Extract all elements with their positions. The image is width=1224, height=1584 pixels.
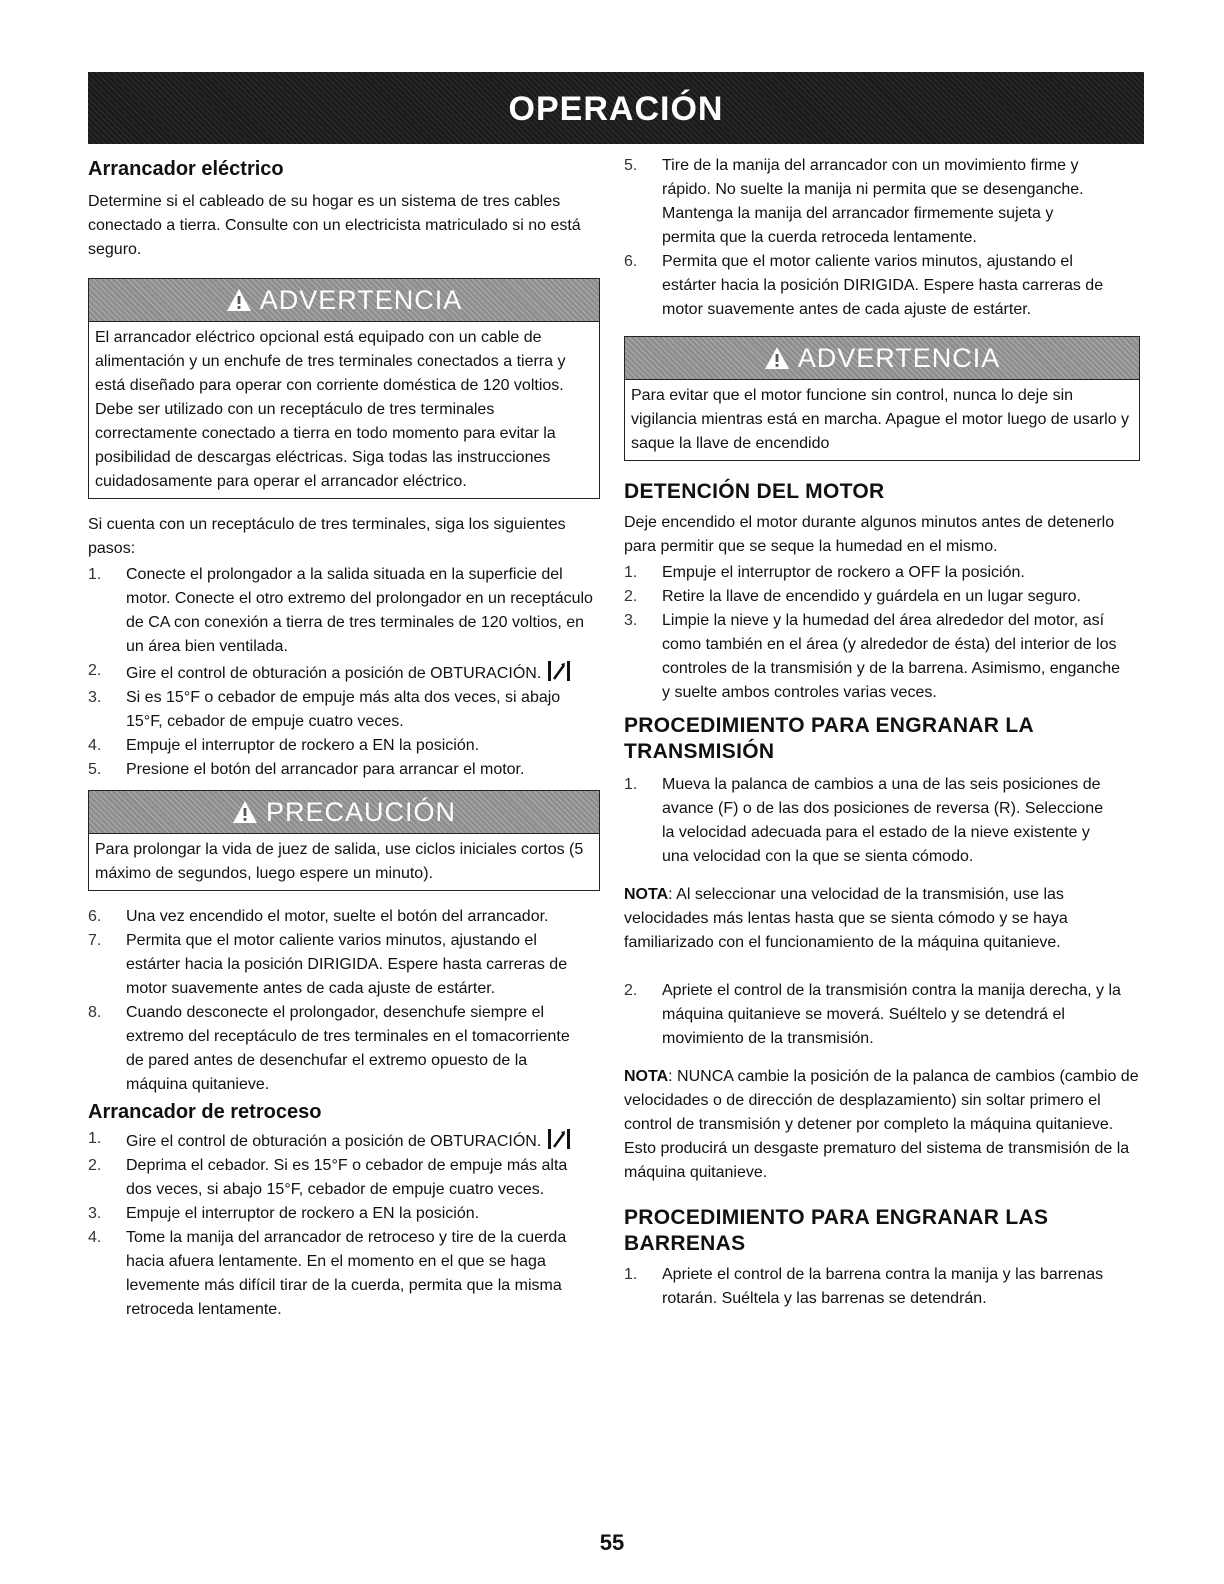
warning-box-electric bbox=[88, 278, 600, 499]
left-column bbox=[88, 154, 608, 1322]
list-item: 7. Permita que el motor caliente varios minutos, ajustando el estárter hacia la posición DIRIGIDA. Espere hasta carreras de motor suavemente antes de cada ajuste de estárter. bbox=[88, 932, 568, 997]
list-item: 2. Gire el control de obturación a posición de OBTURACIÓN. bbox=[88, 659, 598, 686]
recoil-starter-heading: Arrancador de retroceso bbox=[88, 1101, 322, 1123]
right-column bbox=[624, 154, 1146, 1311]
stop-engine-heading: DETENCIÓN DEL MOTOR bbox=[624, 480, 885, 503]
steps-intro: Si cuenta con un receptáculo de tres terminales, siga los siguientes pasos: bbox=[88, 516, 566, 557]
list-item: 2. Apriete el control de la transmisión contra la manija derecha, y la máquina quitanieve se moverá. Suéltelo y se detendrá el movimiento de la transmisión. bbox=[624, 982, 1121, 1047]
transmission-steps-continued bbox=[624, 979, 1124, 1051]
recoil-steps-list-continued bbox=[624, 154, 1104, 322]
warning-body: Para evitar que el motor funcione sin control, nunca lo deje sin vigilancia mientras está en marcha. Apague el motor luego de usarlo y saque la llave de encendido bbox=[631, 387, 1130, 452]
caution-body: Para prolongar la vida de juez de salida, use ciclos iniciales cortos (5 máximo de segundos, luego espere un minuto). bbox=[95, 841, 584, 882]
recoil-steps-list bbox=[88, 1127, 588, 1322]
list-item: 3. Empuje el interruptor de rockero a EN la posición. bbox=[88, 1205, 480, 1222]
warning-body: El arrancador eléctrico opcional está equipado con un cable de alimentación y un enchufe de tres terminales conectados a tierra y está diseñado para operar con corriente doméstica de 120 voltios. Debe ser utilizado con un receptáculo de tres terminales correctamente conectado a tierra en todo momento para evitar la posibilidad de descargas eléctricas. Siga todas las instrucciones cuidadosamente para operar el arrancador eléctrico. bbox=[95, 329, 566, 490]
list-item: 3. Limpie la nieve y la humedad del área alrededor del motor, así como también en el área (y alrededor de ésta) del interior de los controles de la transmisión y de la barrena. Asimismo, enganche y suelte ambos controles varias veces. bbox=[624, 612, 1121, 701]
electric-starter-intro: Determine si el cableado de su hogar es un sistema de tres cables conectado a tierra. Consulte con un electricista matriculado si no está seguro. bbox=[88, 193, 581, 258]
transmission-heading: PROCEDIMIENTO PARA ENGRANAR LA TRANSMISIÓN bbox=[624, 714, 1034, 763]
transmission-note-2: NOTA: NUNCA cambie la posición de la palanca de cambios (cambio de velocidades o de dirección de desplazamiento) sin soltar primero el control de transmisión y detener por completo la máquina quitanieve. Esto producirá un desgaste prematuro del sistema de transmisión de la máquina quitanieve. bbox=[624, 1068, 1139, 1181]
list-item: 4. Empuje el interruptor de rockero a EN la posición. bbox=[88, 737, 480, 754]
list-item: 3. Si es 15°F o cebador de empuje más alta dos veces, si abajo 15°F, cebador de empuje cuatro veces. bbox=[88, 689, 561, 730]
list-item: 1. Apriete el control de la barrena contra la manija y las barrenas rotarán. Suéltela y las barrenas se detendrán. bbox=[624, 1266, 1104, 1307]
stop-engine-intro: Deje encendido el motor durante algunos minutos antes de detenerlo para permitir que se seque la humedad en el mismo. bbox=[624, 514, 1115, 555]
warning-title: ADVERTENCIA bbox=[259, 284, 463, 315]
list-item: 6. Permita que el motor caliente varios minutos, ajustando el estárter hacia la posición DIRIGIDA. Espere hasta carreras de motor suavemente antes de cada ajuste de estárter. bbox=[624, 253, 1104, 318]
list-item: 1. Gire el control de obturación a posición de OBTURACIÓN. bbox=[88, 1127, 588, 1154]
list-item: 5. Tire de la manija del arrancador con un movimiento firme y rápido. No suelte la manija ni permita que se desenganche. Mantenga la manija del arrancador firmemente sujeta y permita que la cuerda retroceda lentamente. bbox=[624, 157, 1084, 246]
page-number: 55 bbox=[599, 1530, 625, 1555]
caution-header bbox=[89, 791, 599, 834]
list-item: 6. Una vez encendido el motor, suelte el botón del arrancador. bbox=[88, 908, 549, 925]
caution-box bbox=[88, 790, 600, 891]
electric-steps-list-continued bbox=[88, 905, 588, 1097]
list-item: 1. Conecte el prolongador a la salida situada en la superficie del motor. Conecte el otro extremo del prolongador en un receptáculo de CA con conexión a tierra de tres terminales de 120 voltios, en un área bien ventilada. bbox=[88, 566, 593, 655]
choke-icon bbox=[547, 659, 571, 683]
augers-heading: PROCEDIMIENTO PARA ENGRANAR LAS BARRENAS bbox=[624, 1206, 1049, 1255]
transmission-note-1: NOTA: Al seleccionar una velocidad de la transmisión, use las velocidades más lentas hasta que se sienta cómodo y se haya familiarizado con el funcionamiento de la máquina quitanieve. bbox=[624, 886, 1068, 951]
list-item: 2. Deprima el cebador. Si es 15°F o cebador de empuje más alta dos veces, si abajo 15°F, cebador de empuje cuatro veces. bbox=[88, 1157, 568, 1198]
page-title: OPERACIÓN bbox=[508, 89, 724, 128]
transmission-steps bbox=[624, 773, 1114, 869]
warning-triangle-icon bbox=[232, 800, 258, 824]
list-item: 1. Empuje el interruptor de rockero a OFF la posición. bbox=[624, 564, 1025, 581]
stop-engine-steps bbox=[624, 561, 1124, 705]
caution-title: PRECAUCIÓN bbox=[265, 796, 457, 827]
list-item: 4. Tome la manija del arrancador de retroceso y tire de la cuerda hacia afuera lentamente. En el momento en el que se haga levemente más difícil tirar de la cuerda, permita que la misma retroceda lentamente. bbox=[88, 1229, 567, 1318]
electric-steps-list bbox=[88, 563, 598, 782]
list-item: 1. Mueva la palanca de cambios a una de las seis posiciones de avance (F) o de las dos posiciones de reversa (R). Seleccione la velocidad adecuada para el estado de la nieve existente y una velocidad con la que se sienta cómodo. bbox=[624, 776, 1104, 865]
warning-box-unattended bbox=[624, 336, 1140, 461]
augers-steps bbox=[624, 1263, 1114, 1311]
electric-starter-heading: Arrancador eléctrico bbox=[88, 158, 284, 180]
choke-icon bbox=[547, 1127, 571, 1151]
warning-title: ADVERTENCIA bbox=[797, 342, 1001, 373]
warning-header bbox=[625, 337, 1139, 380]
list-item: 2. Retire la llave de encendido y guárdela en un lugar seguro. bbox=[624, 588, 1081, 605]
list-item: 5. Presione el botón del arrancador para arrancar el motor. bbox=[88, 761, 525, 778]
section-banner bbox=[88, 72, 1144, 144]
warning-header bbox=[89, 279, 599, 322]
warning-triangle-icon bbox=[226, 288, 252, 312]
list-item: 8. Cuando desconecte el prolongador, desenchufe siempre el extremo del receptáculo de tres terminales en el tomacorriente de pared antes de desenchufar el extremo opuesto de la máquina quitanieve. bbox=[88, 1004, 570, 1093]
warning-triangle-icon bbox=[764, 346, 790, 370]
